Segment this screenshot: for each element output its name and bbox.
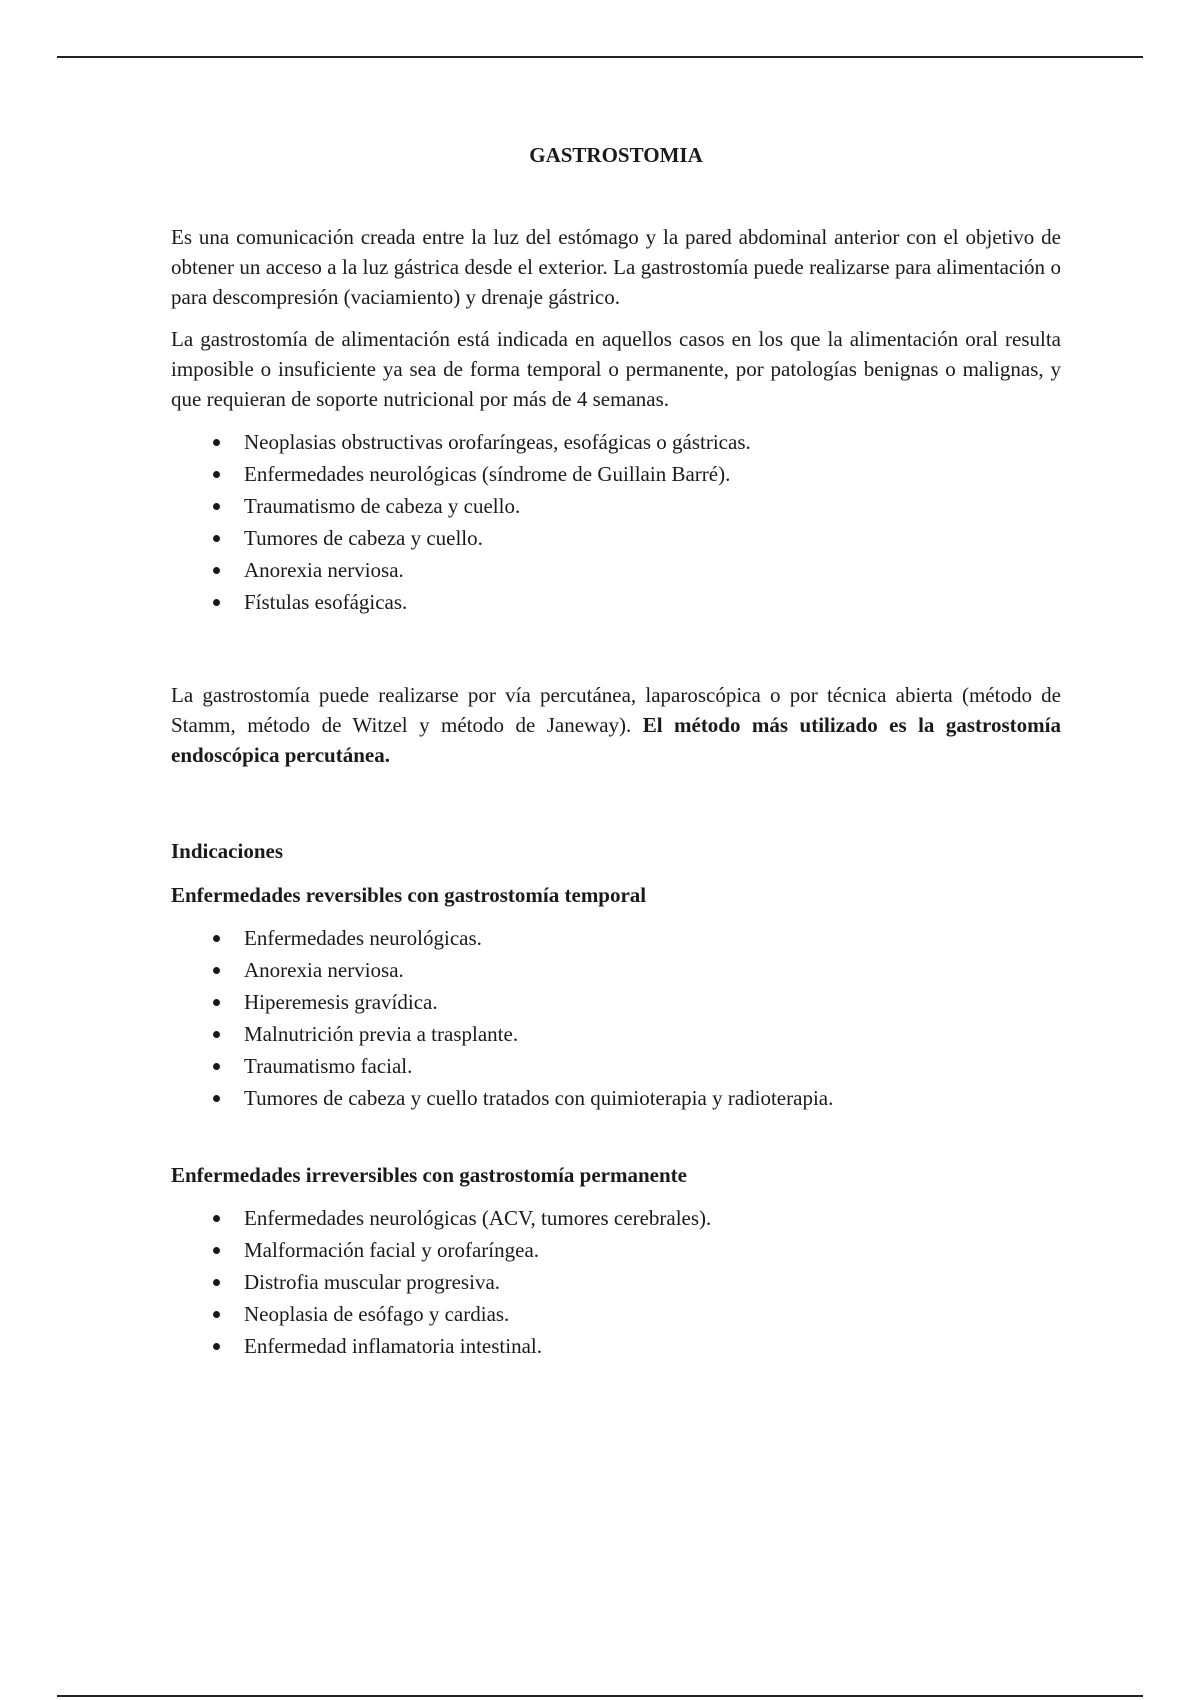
- bullet-icon: [213, 567, 220, 574]
- page-title: GASTROSTOMIA: [529, 143, 703, 167]
- list-item-text: Traumatismo de cabeza y cuello.: [244, 494, 521, 518]
- list-item-text: Enfermedad inflamatoria intestinal.: [244, 1334, 542, 1358]
- document-body: [171, 140, 1061, 1362]
- list-item-text: Traumatismo facial.: [244, 1054, 413, 1078]
- list-item: [171, 458, 1061, 490]
- list-item-text: Tumores de cabeza y cuello.: [244, 526, 483, 550]
- list-item-text: Malnutrición previa a trasplante.: [244, 1022, 519, 1046]
- bullet-icon: [213, 503, 220, 510]
- list-item-text: Fístulas esofágicas.: [244, 590, 408, 614]
- list-item-text: Anorexia nerviosa.: [244, 958, 404, 982]
- feeding-indications-list: [171, 426, 1061, 618]
- list-item: [171, 1330, 1061, 1362]
- list-item: [171, 490, 1061, 522]
- spacer: [171, 1114, 1061, 1160]
- irreversible-heading: Enfermedades irreversibles con gastrostomía permanente: [171, 1163, 687, 1187]
- irreversible-diseases-list: [171, 1202, 1061, 1362]
- bullet-icon: [213, 439, 220, 446]
- methods-emphasis: El método más utilizado es la gastrostomía endoscópica percutánea.: [171, 713, 1061, 767]
- methods-paragraph: [171, 680, 1061, 770]
- list-item: [171, 1298, 1061, 1330]
- bullet-icon: [213, 935, 220, 942]
- list-item: [171, 554, 1061, 586]
- list-item: [171, 986, 1061, 1018]
- list-item: [171, 522, 1061, 554]
- list-item-text: Neoplasias obstructivas orofaríngeas, esofágicas o gástricas.: [244, 430, 751, 454]
- spacer: [171, 782, 1061, 836]
- list-item: [171, 586, 1061, 618]
- indications-heading: Indicaciones: [171, 839, 284, 863]
- page-top-rule: [57, 56, 1143, 58]
- bullet-icon: [213, 471, 220, 478]
- list-item: [171, 954, 1061, 986]
- list-item-text: Enfermedades neurológicas.: [244, 926, 482, 950]
- bullet-icon: [213, 535, 220, 542]
- page-bottom-rule: [57, 1695, 1143, 1697]
- list-item: [171, 1202, 1061, 1234]
- reversible-heading: Enfermedades reversibles con gastrostomía temporal: [171, 883, 647, 907]
- spacer: [171, 618, 1061, 680]
- intro-paragraph: Es una comunicación creada entre la luz del estómago y la pared abdominal anterior con el objetivo de obtener un acceso a la luz gástrica desde el exterior. La gastrostomía puede realizarse para alimentación o para descompresión (vaciamiento) y drenaje gástrico.: [171, 225, 1061, 309]
- bullet-icon: [213, 1215, 220, 1222]
- list-item: [171, 1082, 1061, 1114]
- bullet-icon: [213, 1343, 220, 1350]
- list-item: [171, 1050, 1061, 1082]
- list-item-text: Hiperemesis gravídica.: [244, 990, 438, 1014]
- list-item-text: Distrofia muscular progresiva.: [244, 1270, 501, 1294]
- list-item: [171, 1266, 1061, 1298]
- bullet-icon: [213, 999, 220, 1006]
- bullet-icon: [213, 1311, 220, 1318]
- list-item-text: Enfermedades neurológicas (síndrome de Guillain Barré).: [244, 462, 731, 486]
- bullet-icon: [213, 1247, 220, 1254]
- bullet-icon: [213, 1031, 220, 1038]
- list-item-text: Neoplasia de esófago y cardias.: [244, 1302, 510, 1326]
- bullet-icon: [213, 599, 220, 606]
- reversible-diseases-list: [171, 922, 1061, 1114]
- list-item-text: Anorexia nerviosa.: [244, 558, 404, 582]
- list-item: [171, 922, 1061, 954]
- list-item: [171, 426, 1061, 458]
- bullet-icon: [213, 1095, 220, 1102]
- list-item-text: Enfermedades neurológicas (ACV, tumores cerebrales).: [244, 1206, 712, 1230]
- bullet-icon: [213, 1279, 220, 1286]
- list-item-text: Tumores de cabeza y cuello tratados con quimioterapia y radioterapia.: [244, 1086, 834, 1110]
- feeding-paragraph: La gastrostomía de alimentación está indicada en aquellos casos en los que la alimentación oral resulta imposible o insuficiente ya sea de forma temporal o permanente, por patologías benignas o malignas, y que requieran de soporte nutricional por más de 4 semanas.: [171, 327, 1061, 411]
- bullet-icon: [213, 967, 220, 974]
- methods-text: La gastrostomía puede realizarse por vía percutánea, laparoscópica o por técnica abierta (método de Stamm, método de Witzel y método de Janeway).: [171, 683, 1061, 737]
- bullet-icon: [213, 1063, 220, 1070]
- list-item-text: Malformación facial y orofaríngea.: [244, 1238, 540, 1262]
- list-item: [171, 1234, 1061, 1266]
- list-item: [171, 1018, 1061, 1050]
